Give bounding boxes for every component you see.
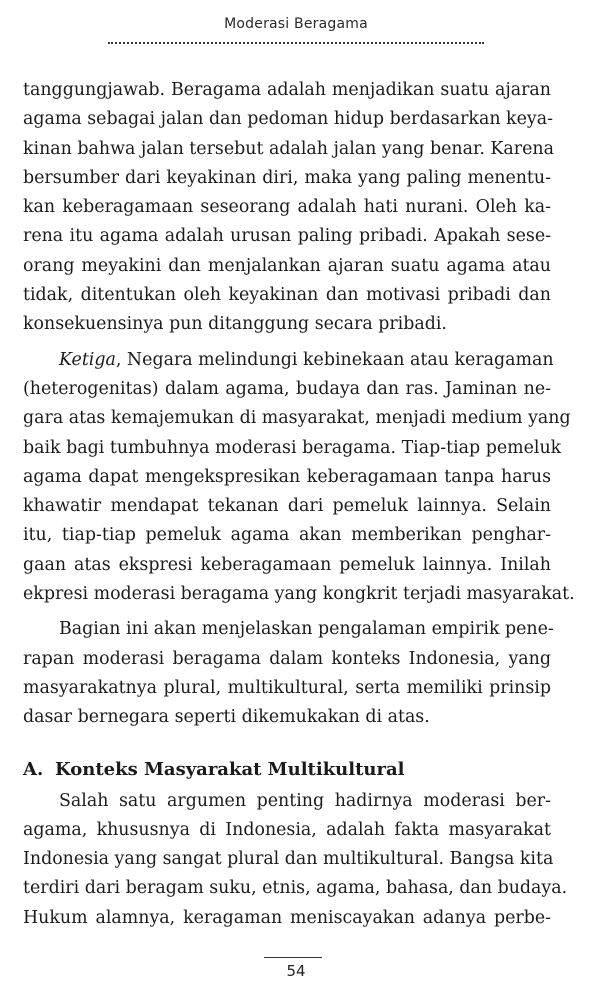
section-paragraph (23, 787, 568, 933)
text-line: kinan bahwa jalan tersebut adalah jalan yang benar. Karena (23, 138, 554, 159)
header-dotted-rule (108, 42, 484, 44)
italic-word: Ketiga (59, 349, 116, 370)
text-line: agama, khususnya di Indonesia, adalah fakta masyarakat (23, 819, 551, 840)
text-line: agama sebagai jalan dan pedoman hidup berdasarkan keya- (23, 109, 553, 130)
text-line (23, 346, 554, 375)
section-heading (23, 755, 551, 785)
paragraph-1 (23, 76, 554, 340)
page-body (23, 76, 575, 933)
text-line: gara atas kemajemukan di masyarakat, menjadi medium yang (23, 408, 571, 429)
running-header: Moderasi Beragama (224, 16, 368, 32)
text-line: bersumber dari keyakinan diri, maka yang paling menentu- (23, 167, 551, 188)
section-number: A. (23, 758, 44, 780)
text-line: rapan moderasi beragama dalam konteks Indonesia, yang (23, 648, 551, 669)
text-line: agama dapat mengekspresikan keberagamaan tanpa harus (23, 466, 551, 487)
text-line: gaan atas ekspresi keberagamaan pemeluk lainnya. Inilah (23, 554, 551, 575)
text-line: Salah satu argumen penting hadirnya moderasi ber- (59, 790, 551, 811)
text-line: (heterogenitas) dalam agama, budaya dan ras. Jaminan ne- (23, 378, 551, 399)
text-line: itu, tiap-tiap pemeluk agama akan memberikan penghar- (23, 525, 551, 546)
text-line: orang meyakini dan menjalankan ajaran suatu agama atau (23, 255, 551, 276)
text-line: masyarakatnya plural, multikultural, serta memiliki prinsip (23, 677, 551, 698)
text-run: , Negara melindungi kebinekaan atau keragaman (115, 349, 554, 370)
text-line: baik bagi tumbuhnya moderasi beragama. Tiap-tiap pemeluk (23, 437, 562, 458)
paragraph-2 (23, 346, 575, 610)
section-title: Konteks Masyarakat Multikultural (55, 758, 405, 780)
text-line: dasar bernegara seperti dikemukakan di atas. (23, 707, 430, 728)
text-line: kan keberagamaan seseorang adalah hati nurani. Oleh ka- (23, 197, 551, 218)
text-line: khawatir mendapat tekanan dari pemeluk lainnya. Selain (23, 496, 551, 517)
text-line: tanggungjawab. Beragama adalah menjadikan suatu ajaran (23, 80, 551, 100)
page-number: 54 (286, 962, 306, 980)
text-line: konsekuensinya pun ditanggung secara pribadi. (23, 314, 447, 335)
text-line: Indonesia yang sangat plural dan multikultural. Bangsa kita (23, 849, 554, 870)
text-line: terdiri dari beragam suku, etnis, agama, bahasa, dan budaya. (23, 878, 568, 899)
text-line: ekpresi moderasi beragama yang kongkrit terjadi masyarakat. (23, 584, 575, 605)
text-line: tidak, ditentukan oleh keyakinan dan motivasi pribadi dan (23, 285, 551, 306)
paragraph-3 (23, 615, 554, 732)
text-line: Hukum alamnya, keragaman meniscayakan adanya perbe- (23, 907, 551, 928)
text-line: Bagian ini akan menjelaskan pengalaman empirik pene- (59, 619, 554, 640)
text-line: rena itu agama adalah urusan paling pribadi. Apakah sese- (23, 226, 551, 247)
footer-rule (264, 957, 322, 958)
